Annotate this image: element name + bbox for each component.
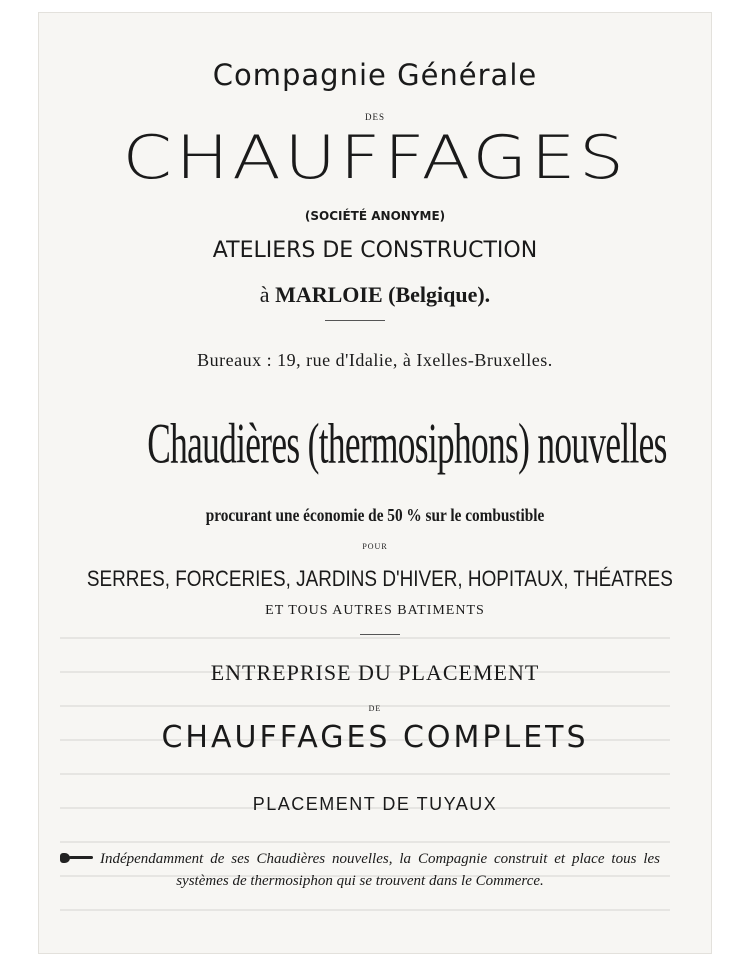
footnote-paragraph: [60, 848, 660, 892]
autres-batiments-line: ET TOUS AUTRES BATIMENTS: [265, 603, 485, 618]
headline-chaudieres: Chaudières (thermosiphons) nouvelles: [147, 413, 667, 476]
location-prefix: à: [259, 282, 276, 307]
economie-line: procurant une économie de 50 % sur le combustible: [205, 505, 545, 525]
destinations-line: SERRES, FORCERIES, JARDINS D'HIVER, HOPITAUX, THÉATRES: [86, 566, 673, 591]
divider: [325, 320, 385, 321]
bureaux-address: Bureaux : 19, rue d'Idalie, à Ixelles-Bruxelles.: [197, 350, 553, 370]
pour-connector: POUR: [362, 542, 388, 551]
divider: [360, 634, 400, 635]
ateliers-line: ATELIERS DE CONSTRUCTION: [212, 238, 538, 263]
footnote-text: Indépendamment de ses Chaudières nouvelles, la Compagnie construit et place tous les systèmes de thermosiphon qui se trouvent dans le Commerce.: [100, 851, 660, 889]
societe-anonyme: (SOCIÉTÉ ANONYME): [304, 209, 446, 223]
location-city: MARLOIE (Belgique).: [275, 282, 491, 307]
main-title: CHAUFFAGES: [122, 123, 628, 193]
chauffages-complets-line: CHAUFFAGES COMPLETS: [161, 720, 589, 755]
pointing-hand-icon: [60, 852, 94, 864]
de-connector: DE: [368, 704, 382, 713]
des-connector: DES: [364, 112, 385, 122]
location-line: [40, 282, 710, 308]
entreprise-line: ENTREPRISE DU PLACEMENT: [210, 660, 540, 685]
placement-tuyaux-line: PLACEMENT DE TUYAUX: [252, 794, 498, 814]
company-name-line: Compagnie Générale: [212, 58, 538, 92]
